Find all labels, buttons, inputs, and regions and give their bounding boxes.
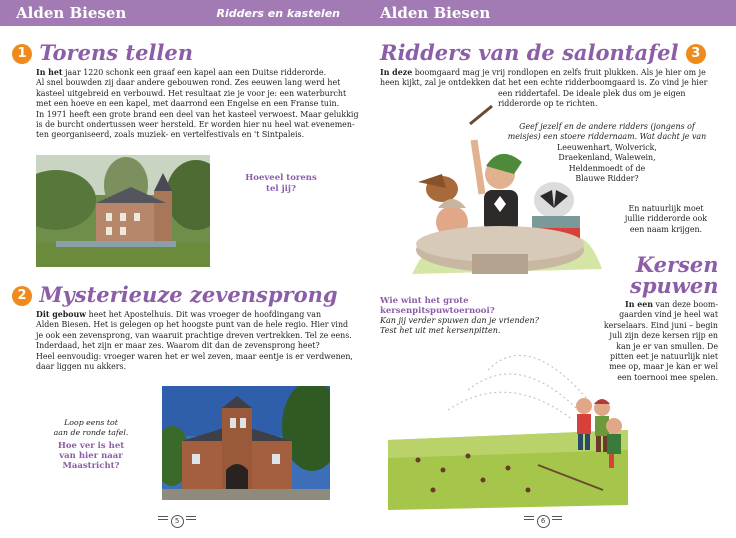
section-1-lead: In het	[36, 68, 63, 77]
page-number-value: 6	[537, 515, 550, 528]
text-line: In 1971 heeft een grote brand een deel van het kasteel verwoest. Maar gelukkig	[36, 109, 359, 119]
page-number-left	[158, 515, 196, 528]
text-line: Draekenland, Walewein,	[558, 153, 656, 163]
section-2-badge: 2	[12, 286, 32, 306]
text-line: van deze boom-	[655, 300, 718, 309]
text-line: Alden Biesen. Het is gelegen op het hoogste punt van de hele regio. Hier vind	[36, 320, 349, 330]
text-line: een riddertafel. De ideale plek dus om je eigen	[498, 88, 686, 98]
question-line: Hoeveel torens	[245, 173, 317, 183]
section-4-title-1: Kersen	[635, 252, 719, 277]
text-line: Inderdaad, het zijn er maar zes. Waarom dit dan de zevensprong heet?	[36, 341, 320, 351]
note-line: Loop eens tot	[64, 418, 118, 427]
text-line: kan je er van smullen. De	[616, 341, 718, 351]
section-2-heading	[12, 282, 338, 307]
header-band-right	[368, 0, 736, 26]
text-line: kerselaars. Eind juni – begin	[603, 320, 718, 330]
header-band-left	[0, 0, 368, 26]
text-line: heet het Apostelhuis. Dit was vroeger de hoofdingang van	[88, 310, 322, 319]
section-2-note	[36, 418, 146, 471]
text-line: jaar 1220 schonk een graaf een kapel aan een Duitse ridderorde.	[65, 68, 327, 77]
knights-table-illustration	[382, 104, 618, 282]
section-1-title: Torens tellen	[39, 40, 194, 65]
section-4-lead: In een	[625, 300, 653, 309]
page-number-value: 5	[171, 515, 184, 528]
question-line: tel jij?	[266, 183, 296, 194]
question-line: Hoe ver is het	[57, 441, 125, 451]
section-3-end	[606, 204, 726, 235]
text-line: een toernooi mee spelen.	[617, 372, 718, 382]
text-line: Geef jezelf en de andere ridders (jongens of	[519, 122, 695, 131]
text-line: pitten eet je natuurlijk niet	[610, 352, 718, 362]
text-line: Leeuwenhart, Wolverick,	[557, 142, 657, 152]
text-line: gaarden vind je heel wat	[619, 310, 718, 320]
text-line: is de burcht ondertussen weer hersteld. Er worden hier nu heel wat evenemen-	[36, 120, 355, 130]
section-1-question	[226, 173, 336, 194]
text-line: Heldenmoedt of de	[568, 163, 646, 173]
text-line: mee op, maar je kan er wel	[609, 362, 718, 372]
castle-photo	[36, 155, 210, 267]
text-line: ten georganiseerd, zoals muziek- en vertelfestivals en 't Sintpaleis.	[36, 130, 305, 140]
text-line: je ook een zevensprong, van waaruit prachtige dreven vertrekken. Tel ze eens.	[36, 330, 352, 340]
cherry-spitting-illustration	[388, 330, 628, 510]
text-line: heen kijkt, zal je ontdekken dat het een echte ridderboomgaard is. Zo vind je hier	[380, 78, 708, 88]
section-1-heading	[12, 40, 193, 65]
text-line: ridderorde op te richten.	[498, 99, 598, 109]
section-2-lead: Dit gebouw	[36, 310, 87, 319]
section-4-title-2: spuwen	[630, 273, 719, 298]
text-line: een naam krijgen.	[629, 224, 703, 234]
section-3-lead: In deze	[380, 68, 413, 77]
topic-title: Ridders en kastelen	[216, 7, 340, 20]
section-2-title: Mysterieuze zevensprong	[39, 282, 338, 307]
text-line: met een hoeve en een kapel, met daarrond een Engelse en een Franse tuin.	[36, 99, 340, 109]
text-line: boomgaard mag je vrij rondlopen en zelfs fruit plukken. Als je hier om je	[414, 68, 706, 77]
question-line: van hier naar	[59, 451, 123, 461]
text-line: daar liggen nu akkers.	[36, 362, 127, 372]
section-3-heading	[380, 40, 706, 65]
note-line: aan de ronde tafel.	[53, 428, 129, 437]
question-line: Maastricht?	[62, 461, 120, 471]
text-line: Al snel bouwden zij daar andere gebouwen rond. Zes eeuwen lang werd het	[36, 78, 341, 88]
section-2-text	[36, 310, 362, 372]
section-3-badge: 3	[686, 44, 706, 64]
question-sub-line: Kan jij verder spuwen dan je vrienden?	[380, 316, 539, 325]
page-number-right	[524, 515, 562, 528]
question-line: kersenpitspuwtoernooi?	[380, 306, 495, 316]
apostelhuis-photo	[162, 386, 330, 500]
brand-title-left: Alden Biesen	[16, 4, 127, 22]
brand-title-right: Alden Biesen	[380, 4, 491, 22]
text-line: Blauwe Ridder?	[575, 174, 639, 184]
question-sub-line: Test het uit met kersenpitten.	[380, 326, 501, 335]
text-line: jullie ridderorde ook	[624, 214, 708, 224]
section-1-badge: 1	[12, 44, 32, 64]
section-1-text	[36, 68, 362, 141]
text-line: Heel eenvoudig: vroeger waren het er wel zeven, maar eentje is er verdwenen,	[36, 351, 353, 361]
page-right	[368, 0, 736, 538]
text-line: juli zijn deze kersen rijp en	[609, 331, 718, 341]
question-line: Wie wint het grote	[380, 296, 469, 306]
section-4-heading	[630, 254, 718, 296]
text-line: meisjes) een stoere riddernaam. Wat dacht je van	[507, 132, 707, 142]
text-line: En natuurlijk moet	[628, 204, 704, 213]
section-3-title: Ridders van de salontafel	[380, 40, 679, 65]
text-line: kasteel uitgebreid en verbouwd. Het resultaat zie je voor je: een waterburcht	[36, 88, 347, 98]
